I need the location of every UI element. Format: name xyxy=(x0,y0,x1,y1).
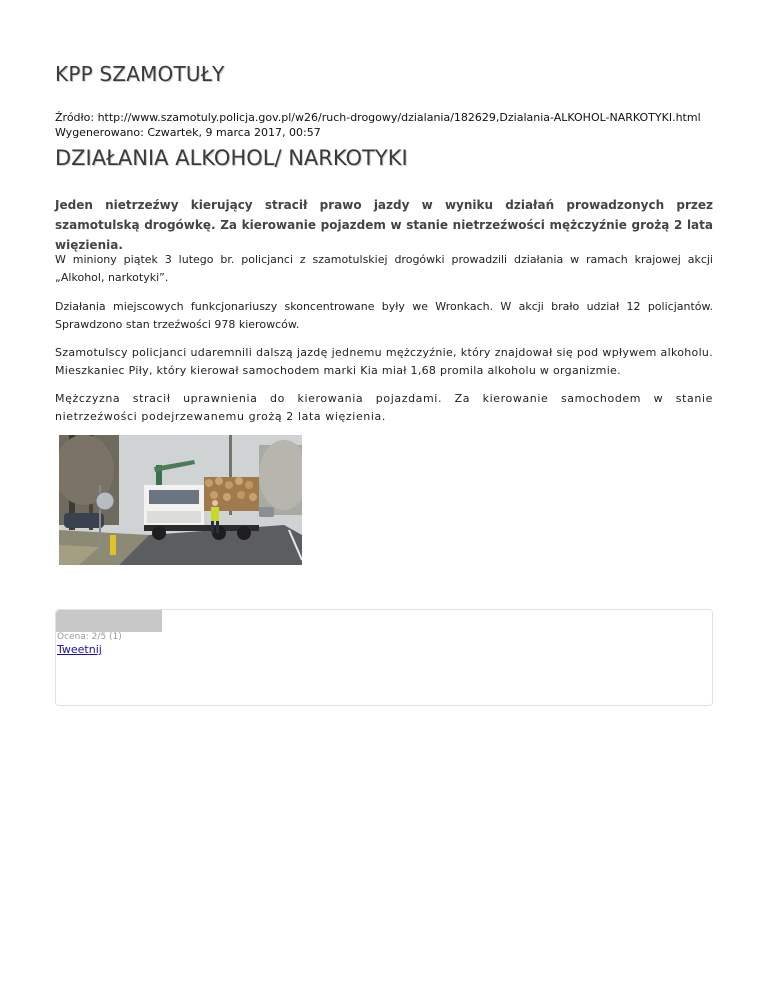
article-paragraph: Mężczyzna stracił uprawnienia do kierowania pojazdami. Za kierowanie samochodem w stanie nietrzeźwości podejrzewanemu grożą 2 lata więzienia. xyxy=(55,392,713,423)
article-photo[interactable] xyxy=(59,435,302,565)
article-title: DZIAŁANIA ALKOHOL/ NARKOTYKI xyxy=(55,146,408,170)
rating-text: Ocena: 2/5 (1) xyxy=(57,632,122,642)
photo-truck-scene xyxy=(59,435,302,565)
org-title: KPP SZAMOTUŁY xyxy=(55,62,225,86)
generated-line: Wygenerowano: Czwartek, 9 marca 2017, 00:57 xyxy=(55,126,321,139)
article-paragraph: W miniony piątek 3 lutego br. policjanci z szamotulskiej drogówki prowadzili działania w ramach krajowej akcji „Alkohol, narkotyki”. xyxy=(55,253,713,284)
tweet-link[interactable]: Tweetnij xyxy=(57,643,102,656)
rating-stars-bar[interactable] xyxy=(56,610,162,632)
article-lead: Jeden nietrzeźwy kierujący stracił prawo jazdy w wyniku działań prowadzonych przez szamotulską drogówkę. Za kierowanie pojazdem w stanie nietrzeźwości mężczyźnie grożą 2 lata więzienia. xyxy=(55,198,713,252)
source-line: Źródło: http://www.szamotuly.policja.gov.pl/w26/ruch-drogowy/dzialania/182629,Dzialania-ALKOHOL-NARKOTYKI.html xyxy=(55,111,701,124)
rating-panel xyxy=(55,609,713,706)
article-paragraph: Szamotulscy policjanci udaremnili dalszą jazdę jednemu mężczyźnie, który znajdował się pod wpływem alkoholu. Mieszkaniec Piły, który kierował samochodem marki Kia miał 1,68 promila alkoholu w organizmie. xyxy=(55,346,713,377)
meta-info xyxy=(55,110,701,140)
article-paragraph: Działania miejscowych funkcjonariuszy skoncentrowane były we Wronkach. W akcji brało udział 12 policjantów. Sprawdzono stan trzeźwości 978 kierowców. xyxy=(55,300,713,331)
